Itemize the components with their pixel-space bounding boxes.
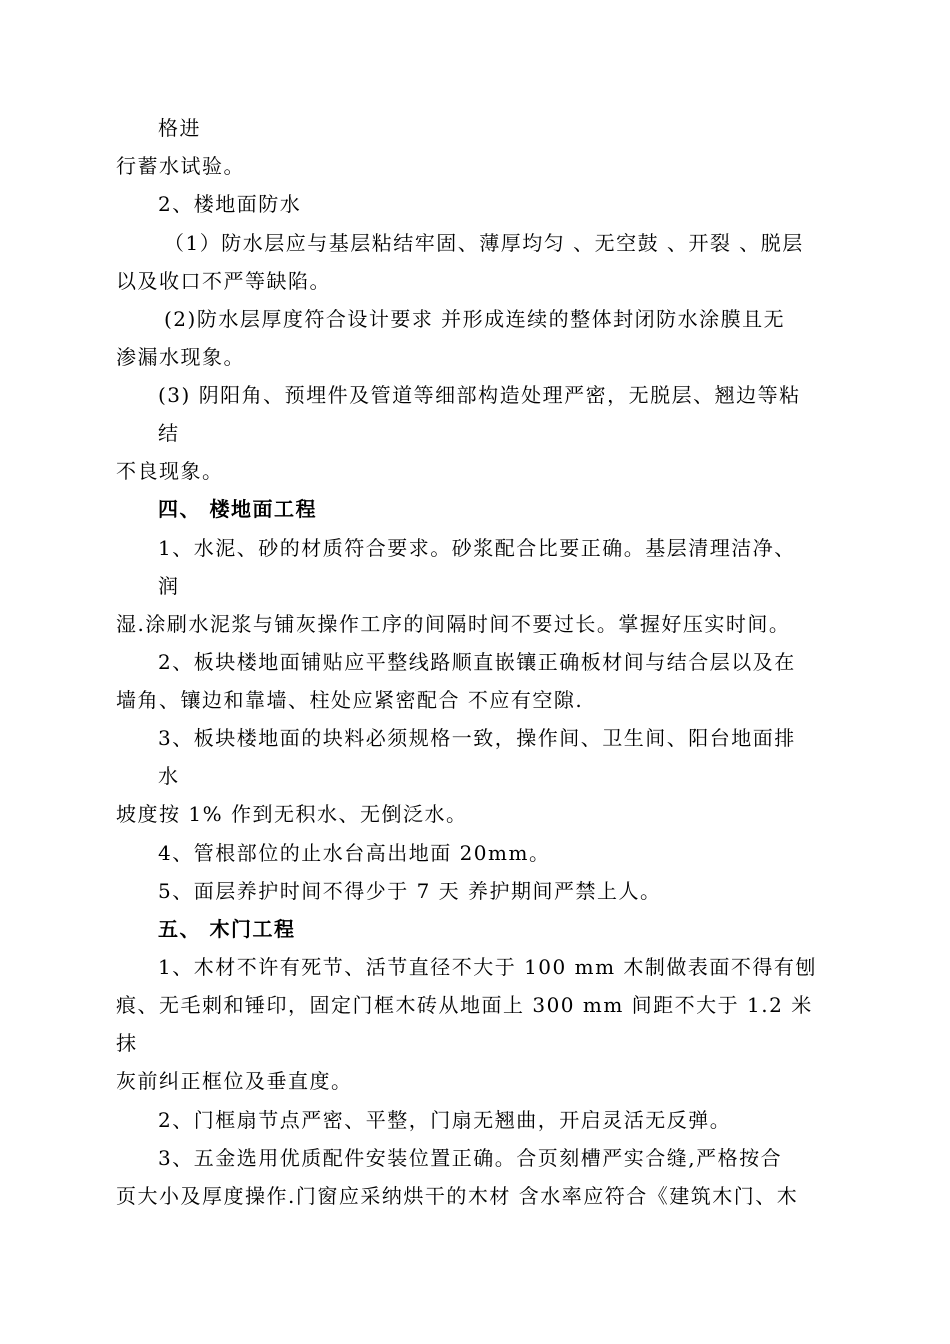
- text-line: 行蓄水试验。: [116, 154, 245, 178]
- text-line: 不良现象。: [116, 459, 224, 483]
- text-line: 1、水泥、砂的材质符合要求。砂浆配合比要正确。基层清理洁净、: [158, 536, 796, 560]
- section-heading: 四、 楼地面工程: [158, 497, 317, 521]
- text-line: （1）防水层应与基层粘结牢固、薄厚均匀 、无空鼓 、开裂 、脱层: [164, 231, 804, 255]
- text-line: 格进: [158, 116, 201, 140]
- text-line: 结: [158, 421, 180, 445]
- text-line: 2、板块楼地面铺贴应平整线路顺直嵌镶正确板材间与结合层以及在: [158, 650, 796, 674]
- text-line: 坡度按 1% 作到无积水、无倒泛水。: [116, 802, 468, 826]
- text-line: 4、管根部位的止水台高出地面 20mm。: [158, 841, 551, 865]
- text-line: 润: [158, 574, 180, 598]
- text-line: 3、板块楼地面的块料必须规格一致，操作间、卫生间、阳台地面排: [158, 726, 796, 750]
- text-line: 渗漏水现象。: [116, 345, 245, 369]
- text-line: 墙角、镶边和靠墙、柱处应紧密配合 不应有空隙.: [116, 688, 584, 712]
- text-line: 湿.涂刷水泥浆与铺灰操作工序的间隔时间不要过长。掌握好压实时间。: [116, 612, 791, 636]
- text-line: 页大小及厚度操作.门窗应采纳烘干的木材 含水率应符合《建筑木门、木: [116, 1184, 799, 1208]
- text-line: 2、楼地面防水: [158, 192, 302, 216]
- text-line: (3) 阴阳角、预埋件及管道等细部构造处理严密，无脱层、翘边等粘: [158, 383, 801, 407]
- text-line: (2)防水层厚度符合设计要求 并形成连续的整体封闭防水涂膜且无: [164, 307, 786, 331]
- text-line: 灰前纠正框位及垂直度。: [116, 1069, 353, 1093]
- text-line: 5、面层养护时间不得少于 7 天 养护期间严禁上人。: [158, 879, 662, 903]
- text-line: 3、五金选用优质配件安装位置正确。合页刻槽严实合缝,严格按合: [158, 1146, 783, 1170]
- text-line: 水: [158, 764, 180, 788]
- text-line: 痕、无毛刺和锤印，固定门框木砖从地面上 300 mm 间距不大于 1.2 米: [116, 993, 813, 1017]
- text-line: 以及收口不严等缺陷。: [116, 269, 331, 293]
- text-line: 2、门框扇节点严密、平整，门扇无翘曲，开启灵活无反弹。: [158, 1108, 732, 1132]
- section-heading: 五、 木门工程: [158, 917, 296, 941]
- text-line: 抹: [116, 1031, 138, 1055]
- text-line: 1、木材不许有死节、活节直径不大于 100 mm 木制做表面不得有刨: [158, 955, 817, 979]
